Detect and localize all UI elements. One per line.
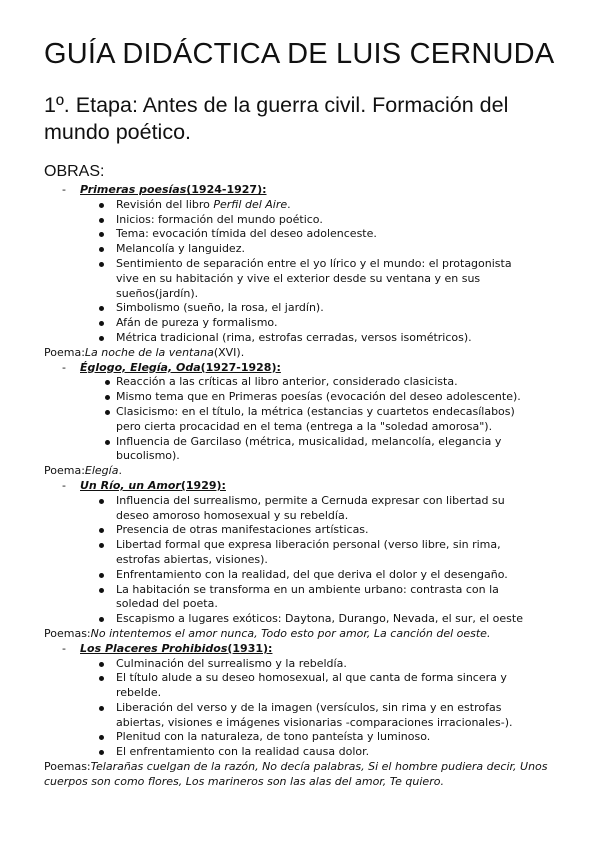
- bullet-icon: [99, 203, 104, 208]
- stage-heading: 1º. Etapa: Antes de la guerra civil. Formación del mundo poético.: [44, 93, 509, 144]
- work-title-line: [0, 479, 600, 494]
- works-heading: OBRAS:: [44, 163, 105, 180]
- bullet-icon: [99, 336, 104, 341]
- list-item: [0, 671, 600, 701]
- dash-marker: -: [62, 641, 66, 655]
- characteristics-list: [0, 198, 600, 346]
- list-item: [0, 198, 600, 213]
- list-item: [0, 583, 600, 613]
- characteristics-list: [0, 375, 600, 464]
- work-title-line: [0, 361, 600, 376]
- item-text: Plenitud con la naturaleza, de tono panteísta y luminoso.: [116, 730, 431, 744]
- work-title: Los Placeres Prohibidos: [80, 641, 228, 655]
- poem-line: [0, 760, 554, 790]
- poem-line: [0, 464, 600, 479]
- poem-label: Poema:: [44, 464, 85, 478]
- item-text: El título alude a su deseo homosexual, al que canta de forma sincera y rebelde.: [116, 671, 507, 700]
- poem-line: [0, 627, 600, 642]
- work-title: Églogo, Elegía, Oda: [80, 360, 201, 374]
- work-title-line: [0, 183, 600, 198]
- poem-title: Telarañas cuelgan de la razón, No decía palabras, Si el hombre pudiera decir, Unos cuerpos son como flores, Los marineros son las alas del amor, Te quiero.: [44, 760, 548, 788]
- list-item: [0, 242, 600, 257]
- characteristics-list: [0, 494, 600, 627]
- item-text: Mismo tema que en Primeras poesías (evocación del deseo adolescente).: [116, 390, 521, 404]
- list-item: [0, 612, 600, 627]
- bullet-icon: [99, 321, 104, 326]
- bullet-icon: [99, 676, 104, 681]
- item-text: Libertad formal que expresa liberación personal (verso libre, sin rima, estrofas abiertas, visiones).: [116, 538, 501, 566]
- poem-label: Poemas:: [44, 626, 91, 640]
- item-text: Presencia de otras manifestaciones artísticas.: [116, 523, 369, 537]
- page-title: GUÍA DIDÁCTICA DE LUIS CERNUDA: [44, 38, 555, 70]
- item-text: Influencia del surrealismo, permite a Cernuda expresar con libertad su deseo amoroso homosexual y su rebeldía.: [116, 493, 505, 522]
- item-text: Culminación del surrealismo y la rebeldía.: [116, 656, 347, 670]
- bullet-icon: [99, 499, 104, 504]
- bullet-icon: [99, 573, 104, 578]
- poem-label: Poemas:: [44, 760, 91, 774]
- work-years: (1927-1928):: [200, 360, 281, 374]
- dash-marker: -: [62, 183, 66, 196]
- item-text: Reacción a las críticas al libro anterior, considerado clasicista.: [116, 375, 458, 389]
- item-text: La habitación se transforma en un ambiente urbano: contrasta con la soledad del poeta.: [116, 582, 499, 611]
- bullet-icon: [99, 543, 104, 548]
- poem-title: La noche de la ventana: [84, 345, 214, 359]
- list-item: [0, 538, 600, 568]
- bullet-icon: [99, 218, 104, 223]
- work-title: Primeras poesías: [80, 183, 187, 196]
- list-item: [0, 375, 600, 390]
- poem-title: Elegía: [84, 464, 119, 478]
- bullet-icon: [99, 750, 104, 755]
- characteristics-list: [0, 657, 600, 761]
- list-item: [0, 745, 600, 760]
- poem-title: No intentemos el amor nunca, Todo esto por amor, La canción del oeste.: [90, 626, 491, 640]
- bullet-icon: [105, 410, 110, 415]
- item-text-end: .: [287, 197, 291, 211]
- list-item: [0, 316, 600, 331]
- list-item: [0, 523, 600, 538]
- list-item: [0, 701, 600, 731]
- bullet-icon: [105, 440, 110, 445]
- list-item: [0, 730, 600, 745]
- item-text: Afán de pureza y formalismo.: [116, 316, 278, 330]
- work-years: (1924-1927):: [186, 183, 267, 196]
- bullet-icon: [99, 662, 104, 667]
- work-years: (1931):: [227, 641, 273, 655]
- bullet-icon: [105, 380, 110, 385]
- dash-marker: -: [62, 360, 66, 374]
- item-text: Liberación del verso y de la imagen (versículos, sin rima y en estrofas abiertas, visiones e imágenes visionarias -comparaciones irracionales-).: [116, 700, 513, 729]
- list-item: [0, 390, 600, 405]
- list-item: [0, 301, 600, 316]
- item-text: El enfrentamiento con la realidad causa dolor.: [116, 745, 370, 759]
- bullet-icon: [99, 588, 104, 593]
- work-title-line: [0, 642, 600, 657]
- list-item: [0, 657, 600, 672]
- item-text: Simbolismo (sueño, la rosa, el jardín).: [116, 301, 324, 315]
- bullet-icon: [99, 262, 104, 267]
- poem-label: Poema:: [44, 345, 85, 359]
- list-item: [0, 435, 600, 465]
- poem-suffix: (XVI).: [213, 345, 245, 359]
- list-item: [0, 213, 600, 228]
- item-text: Sentimiento de separación entre el yo lírico y el mundo: el protagonista vive en su habitación y vive el exterior desde su ventana y en sus sueños(jardín).: [116, 256, 512, 300]
- item-text: Inicios: formación del mundo poético.: [116, 212, 323, 226]
- bullet-icon: [99, 735, 104, 740]
- bullet-icon: [99, 232, 104, 237]
- list-item: [0, 405, 600, 435]
- item-emphasis: Perfil del Aire: [213, 197, 288, 211]
- bullet-icon: [105, 395, 110, 400]
- work-years: (1929):: [180, 478, 226, 492]
- work-title: Un Río, un Amor: [80, 478, 181, 492]
- item-text: Tema: evocación tímida del deseo adolenceste.: [116, 227, 377, 241]
- item-text: Melancolía y languidez.: [116, 242, 245, 256]
- list-item: [0, 494, 600, 524]
- item-text: Revisión del libro: [116, 197, 214, 211]
- item-text: Escapismo a lugares exóticos: Daytona, Durango, Nevada, el sur, el oeste: [116, 612, 523, 626]
- bullet-icon: [99, 528, 104, 533]
- bullet-icon: [99, 306, 104, 311]
- item-text: Métrica tradicional (rima, estrofas cerradas, versos isométricos).: [116, 330, 472, 344]
- item-text: Enfrentamiento con la realidad, del que deriva el dolor y el desengaño.: [116, 567, 508, 581]
- poem-suffix: .: [118, 464, 122, 478]
- list-item: [0, 331, 600, 346]
- bullet-icon: [99, 617, 104, 622]
- bullet-icon: [99, 706, 104, 711]
- works-list: [0, 183, 600, 790]
- poem-line: [0, 346, 600, 361]
- bullet-icon: [99, 247, 104, 252]
- item-text: Influencia de Garcilaso (métrica, musicalidad, melancolía, elegancia y bucolismo).: [116, 434, 502, 463]
- dash-marker: -: [62, 478, 66, 492]
- list-item: [0, 568, 600, 583]
- list-item: [0, 227, 600, 242]
- item-text: Clasicismo: en el título, la métrica (estancias y cuartetos endecasílabos) pero cierta procacidad en el tema (entrega a la "soledad amorosa").: [116, 404, 515, 433]
- list-item: [0, 257, 600, 301]
